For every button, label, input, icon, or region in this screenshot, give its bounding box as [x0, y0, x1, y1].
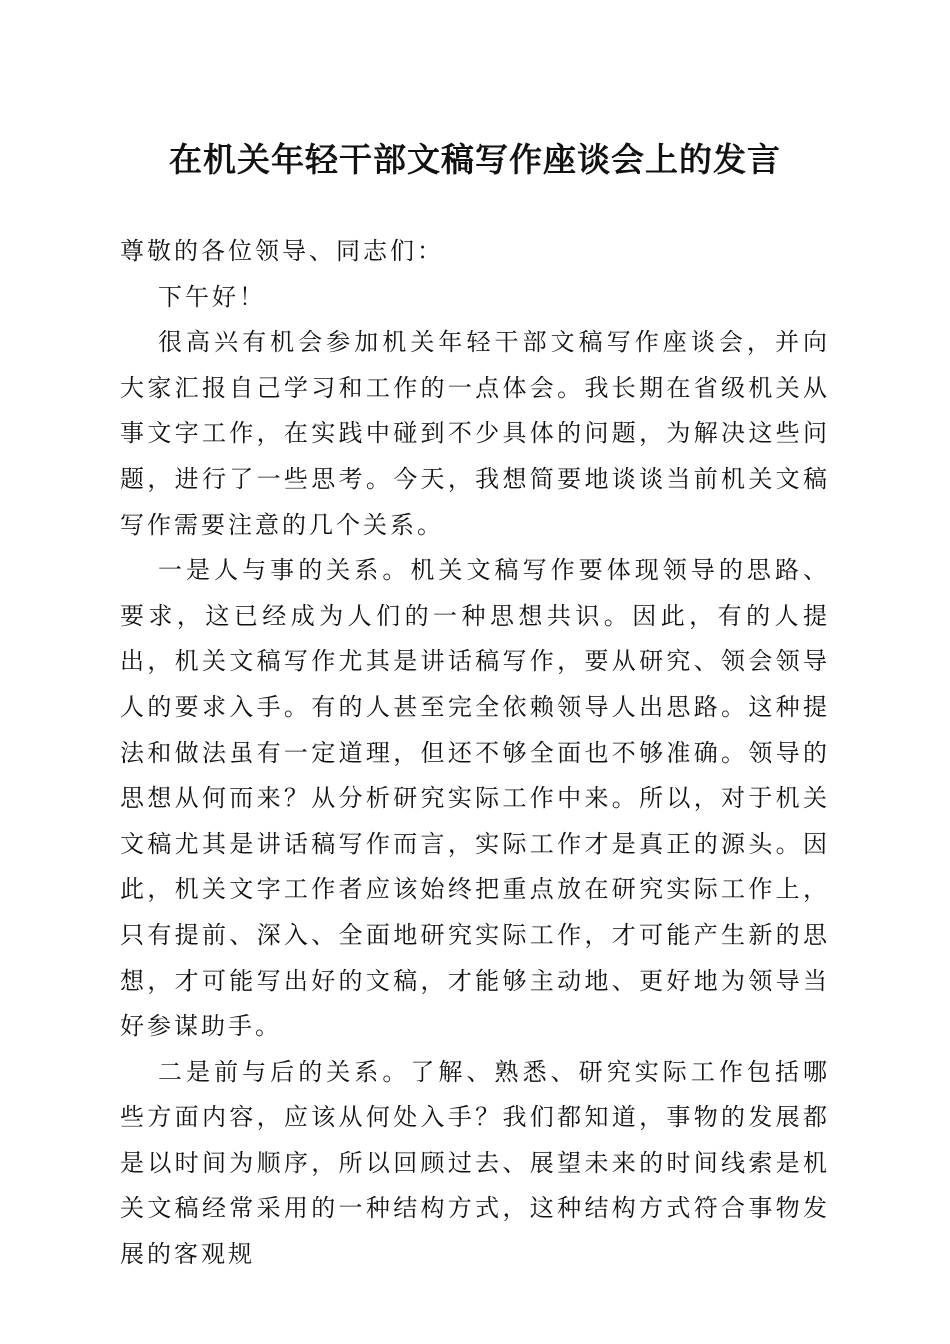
paragraph-person-and-matter: 一是人与事的关系。机关文稿写作要体现领导的思路、要求，这已经成为人们的一种思想共识。因此，有的人提出，机关文稿写作尤其是讲话稿写作，要从研究、领会领导人的要求入手。有的人甚至完全依赖领导人出思路。这种提法和做法虽有一定道理，但还不够全面也不够准确。领导的思想从何而来？从分析研究实际工作中来。所以，对于机关文稿尤其是讲话稿写作而言，实际工作才是真正的源头。因此，机关文字工作者应该始终把重点放在研究实际工作上，只有提前、深入、全面地研究实际工作，才可能产生新的思想，才可能写出好的文稿，才能够主动地、更好地为领导当好参谋助手。 [120, 556, 830, 1041]
greeting: 下午好！ [158, 282, 266, 311]
salutation: 尊敬的各位领导、同志们： [120, 237, 444, 265]
paragraph-intro: 很高兴有机会参加机关年轻干部文稿写作座谈会，并向大家汇报自己学习和工作的一点体会。我长期在省级机关从事文字工作，在实践中碰到不少具体的问题，为解决这些问题，进行了一些思考。今天，我想简要地谈谈当前机关文稿写作需要注意的几个关系。 [120, 328, 830, 539]
paragraph-before-and-after: 二是前与后的关系。了解、熟悉、研究实际工作包括哪些方面内容，应该从何处入手？我们都知道，事物的发展都是以时间为顺序，所以回顾过去、展望未来的时间线索是机关文稿经常采用的一种结构方式，这种结构方式符合事物发展的客观规 [120, 1057, 830, 1269]
document-title: 在机关年轻干部文稿写作座谈会上的发言 [169, 140, 781, 179]
document-body [120, 229, 830, 1278]
